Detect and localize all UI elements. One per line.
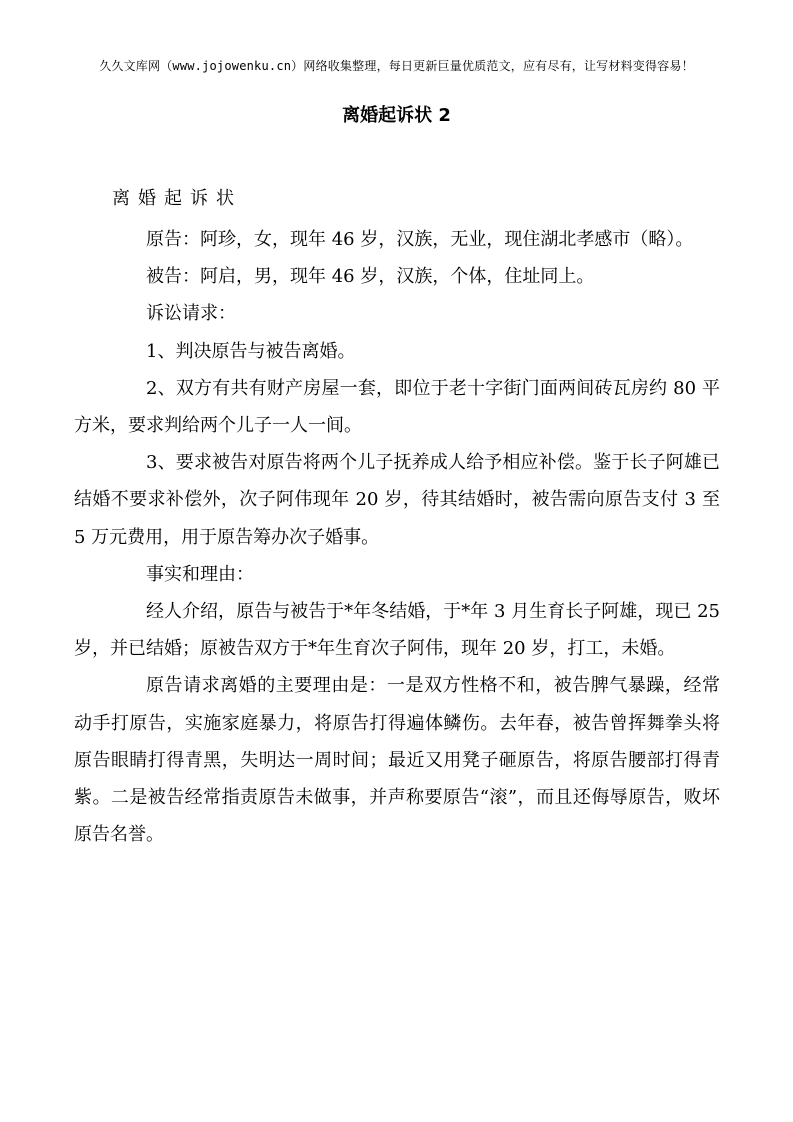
claim-item-3: 3、要求被告对原告将两个儿子抚养成人给予相应补偿。鉴于长子阿雄已结婚不要求补偿外，次子阿伟现年 20 岁，待其结婚时，被告需向原告支付 3 至 5 万元费用，用于原告筹办次子婚事。 <box>74 452 720 548</box>
header-banner: 久久文库网（www.jojowenku.cn）网络收集整理，每日更新巨量优质范文，应有尽有，让写材料变得容易！ <box>99 59 694 73</box>
plaintiff-info: 原告：阿珍，女，现年 46 岁，汉族，无业，现住湖北孝感市（略）。 <box>146 229 694 250</box>
defendant-info: 被告：阿启，男，现年 46 岁，汉族，个体，住址同上。 <box>146 266 595 288</box>
document-title: 离婚起诉状 2 <box>342 105 451 126</box>
document-subheading: 离婚起诉状 <box>112 188 242 209</box>
facts-paragraph-2: 原告请求离婚的主要理由是：一是双方性格不和，被告脾气暴躁，经常动手打原告，实施家庭暴力，将原告打得遍体鳞伤。去年春，被告曾挥舞拳头将原告眼睛打得青黑，失明达一周时间；最近又用凳子砸原告，将原告腰部打得青紫。二是被告经常指责原告未做事，并声称要原告“滚”，而且还侮辱原告，败坏原告名誉。 <box>74 675 720 846</box>
claims-heading: 诉讼请求： <box>146 303 236 325</box>
facts-heading: 事实和理由： <box>146 563 254 585</box>
document-body <box>74 187 720 853</box>
claim-item-2: 2、双方有共有财产房屋一套，即位于老十字街门面两间砖瓦房约 80 平方米，要求判给两个儿子一人一间。 <box>74 377 720 437</box>
facts-paragraph-1: 经人介绍，原告与被告于*年冬结婚，于*年 3 月生育长子阿雄，现已 25 岁，并已结婚；原被告双方于*年生育次子阿伟，现年 20 岁，打工，未婚。 <box>74 601 720 660</box>
claim-item-1: 1、判决原告与被告离婚。 <box>146 340 356 362</box>
